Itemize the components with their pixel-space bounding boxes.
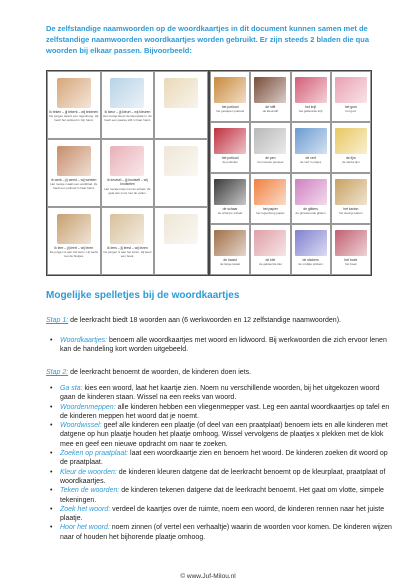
- game-term: Zoeken op praatplaat:: [60, 450, 129, 458]
- game-term: Woordenmeppen:: [60, 403, 116, 411]
- noun-card: [291, 224, 331, 275]
- game-item: [60, 468, 392, 487]
- card-illustration: [295, 230, 327, 256]
- game-term: Zoek het woord:: [60, 505, 111, 513]
- noun-card-sublabel: het regenboog papier: [256, 211, 285, 216]
- noun-card-label: het papier: [262, 207, 278, 211]
- noun-card: [210, 122, 250, 173]
- noun-card-label: de stickers: [302, 258, 319, 262]
- noun-card-sublabel: het boek: [345, 262, 357, 267]
- footer-copyright: © www.Juf-Milou.nl: [180, 573, 236, 580]
- verb-card-label: ik werk – jij werkt – wij werken: [51, 178, 97, 182]
- verb-card-sentence: De jongen is aan het lezen. Hij leest een boek.: [103, 250, 152, 259]
- noun-card-sublabel: de gekleurde klei: [259, 262, 282, 267]
- stap-1-list: [46, 336, 392, 355]
- verb-card: [101, 71, 155, 139]
- game-text: verdeel de kaartjes over de ruimte, noem een woord, de kinderen rennen naar het juiste plaatje.: [60, 505, 385, 523]
- noun-card-sublabel: het geslepen potlood: [216, 109, 245, 114]
- noun-card-label: de verf: [305, 156, 316, 160]
- noun-card-label: de stift: [265, 105, 276, 109]
- noun-card-label: het gum: [344, 105, 357, 109]
- verb-card: [154, 139, 208, 207]
- noun-card-sublabel: de verf in potjes: [300, 160, 322, 165]
- noun-card-label: het potlood: [221, 156, 239, 160]
- verb-card: [47, 71, 101, 139]
- noun-card-sublabel: de potloden: [222, 160, 238, 165]
- noun-card: [250, 122, 290, 173]
- card-illustration: [214, 179, 246, 205]
- noun-card: [331, 122, 371, 173]
- stap-1-paragraph: [46, 316, 378, 325]
- card-illustration: [295, 179, 327, 205]
- verb-card: [47, 207, 101, 275]
- games-list: [46, 384, 392, 542]
- game-text: de kinderen tekenen datgene dat de leerkracht benoemt. Het gaat om vlotte, simpele tekeningen.: [60, 487, 384, 504]
- card-illustration: [57, 146, 91, 176]
- noun-card-sublabel: het gekleurde krijt: [298, 109, 323, 114]
- game-text: noem zinnen (of vertel een verhaaltje) waarin de woorden voor komen. De kinderen wijzen naar of houden het bijhorende plaatje omhoog.: [60, 524, 392, 541]
- card-illustration: [335, 230, 367, 256]
- noun-card-sublabel: het stevige karton: [339, 211, 363, 216]
- verb-card-sentence: De jongen tekent een regenboog. Hij heeft het potlood in zijn hand.: [49, 114, 99, 123]
- game-text: laat een woordkaartje zien en benoem het woord. De kinderen zoeken dit woord op de praatplaat.: [60, 450, 388, 467]
- card-illustration: [254, 179, 286, 205]
- noun-card-sublabel: de kleurstift: [262, 109, 279, 114]
- card-illustration: [214, 128, 246, 154]
- noun-card-label: de glitters: [303, 207, 318, 211]
- noun-card: [210, 173, 250, 224]
- verb-cards-sheet: [46, 70, 209, 276]
- card-illustration: [335, 128, 367, 154]
- card-illustration: [254, 230, 286, 256]
- card-illustration: [254, 128, 286, 154]
- verb-card-sentence: Het meisje kleurt de kleurplaat in. Ze heeft een paarse stift in haar hand.: [103, 114, 152, 123]
- game-text: alle kinderen hebben een vliegenmepper vast. Leg een aantal woordkaartjes op tafel en de kinderen meppen het woord dat je noemt.: [60, 403, 390, 420]
- noun-card: [210, 71, 250, 122]
- card-illustration: [57, 214, 91, 244]
- game-text: benoem alle woordkaartjes met woord en lidwoord. Bij werkwoorden die zich ervoor lenen kan de handeling kort worden uitgebeeld.: [60, 337, 387, 354]
- verb-card-sentence: Het meisje knipt met de schaar. Ze gaat iets mooi met de vellen.: [104, 186, 151, 195]
- card-illustration: [295, 128, 327, 154]
- noun-card-label: het karton: [343, 207, 359, 211]
- game-woordkaartjes: [60, 336, 392, 355]
- game-item: [60, 523, 392, 542]
- verb-card: [101, 139, 155, 207]
- verb-card: [154, 207, 208, 275]
- card-illustration: [335, 77, 367, 103]
- game-text: kies een woord, laat het kaartje zien. Noem nu verschillende woorden, bij het uitgekozen woord gaan de kinderen staan. Wissel na een reeks van woord.: [60, 385, 380, 402]
- game-item: [60, 403, 392, 422]
- card-illustration: [57, 78, 91, 108]
- game-item: [60, 421, 392, 449]
- noun-card: [291, 71, 331, 122]
- card-illustration: [110, 214, 144, 244]
- noun-card-sublabel: de sterke lijm: [342, 160, 360, 165]
- noun-card-label: de lijm: [345, 156, 356, 160]
- noun-card: [291, 122, 331, 173]
- noun-card: [331, 71, 371, 122]
- noun-card-sublabel: de lange kwast: [220, 262, 241, 267]
- game-item: [60, 505, 392, 524]
- noun-card: [331, 224, 371, 275]
- card-illustration: [214, 77, 246, 103]
- noun-card-label: de pen: [265, 156, 276, 160]
- verb-card-label: ik teken – jij tekent – wij tekenen: [49, 110, 99, 114]
- noun-card: [210, 224, 250, 275]
- game-text: de kinderen kleuren datgene dat de leerkracht benoemt op de kleurplaat, praatplaat of woordkaartjes.: [60, 468, 386, 485]
- card-illustration: [110, 78, 144, 108]
- card-illustration: [254, 77, 286, 103]
- verb-card: [47, 139, 101, 207]
- stap-1-label: Stap 1:: [46, 317, 69, 324]
- game-item: [60, 384, 392, 403]
- card-illustration: [214, 230, 246, 256]
- verb-card-sentence: De jongen is aan het leren. Hij werkt met de blokjes.: [49, 250, 98, 259]
- stap-2-label: Stap 2:: [46, 369, 69, 376]
- game-term: Hoor het woord:: [60, 524, 110, 532]
- noun-card-label: de kwast: [223, 258, 237, 262]
- stap-1-text: de leerkracht biedt 18 woorden aan (6 werkwoorden en 12 zelfstandige naamwoorden).: [68, 317, 341, 324]
- section-heading: Mogelijke spelletjes bij de woordkaartjes: [46, 290, 240, 301]
- game-term: Woordkaartjes:: [60, 337, 108, 344]
- verb-card-label: ik lees – jij leest – wij lezen: [107, 246, 148, 250]
- noun-card: [331, 173, 371, 224]
- verb-card-sentence: Het meisje maakt een werkblad. Ze heeft een potlood in haar hand.: [50, 182, 98, 191]
- verb-card: [101, 207, 155, 275]
- card-illustration: [335, 179, 367, 205]
- card-illustration: [164, 78, 198, 108]
- stap-2-paragraph: [46, 368, 378, 377]
- game-term: Teken de woorden:: [60, 487, 120, 495]
- stap-2-text: de leerkracht benoemt de woorden, de kinderen doen iets.: [68, 369, 252, 376]
- noun-card: [250, 224, 290, 275]
- noun-card-sublabel: het gum: [345, 109, 357, 114]
- card-illustration: [164, 214, 198, 244]
- card-illustration: [110, 146, 144, 176]
- game-term: Woordwissel:: [60, 422, 102, 430]
- noun-card-label: het potlood: [221, 105, 239, 109]
- game-text: geef alle kinderen een plaatje (of deel van een praatplaat) benoem iets en alle kinderen met datgene op hun plaatje houden het plaatje omhoog. Wissel vervolgens de plaatjes x plekken met de klok mee en geef een nieuwe opdracht om naar te zoeken.: [60, 422, 388, 448]
- noun-card-sublabel: de vrolijke stickers: [298, 262, 323, 267]
- verb-card-label: ik knutsel – jij knutselt – wij knutselen: [107, 178, 148, 187]
- verb-card: [154, 71, 208, 139]
- verb-card-label: ik kleur – jij kleurt – wij kleuren: [104, 110, 151, 114]
- noun-card-sublabel: de scherpe schaar: [217, 211, 243, 216]
- noun-card: [250, 173, 290, 224]
- verb-card-label: ik leer – jij leert – wij leren: [54, 246, 94, 250]
- intro-paragraph: De zelfstandige naamwoorden op de woordkaartjes in dit document kunnen samen met de zelfstandige naamwoorden woordkaartjes worden gebruikt. Er zijn steeds 2 bladen die qua woorden bij elkaar passen. Bijvoorbeeld:: [46, 24, 369, 55]
- noun-card-label: de klei: [265, 258, 276, 262]
- game-term: Ga sta:: [60, 385, 83, 392]
- game-term: Kleur de woorden:: [60, 468, 117, 476]
- noun-card-label: het krijt: [305, 105, 317, 109]
- noun-cards-sheet: [209, 70, 372, 276]
- game-item: [60, 486, 392, 505]
- noun-card-label: de schaar: [222, 207, 238, 211]
- noun-card-sublabel: het nieuwe penseel: [257, 160, 284, 165]
- noun-card-label: het boek: [344, 258, 358, 262]
- card-illustration: [164, 146, 198, 176]
- noun-card: [250, 71, 290, 122]
- noun-card: [291, 173, 331, 224]
- noun-card-sublabel: de glinsterende glitters: [295, 211, 326, 216]
- game-item: [60, 449, 392, 468]
- card-illustration: [295, 77, 327, 103]
